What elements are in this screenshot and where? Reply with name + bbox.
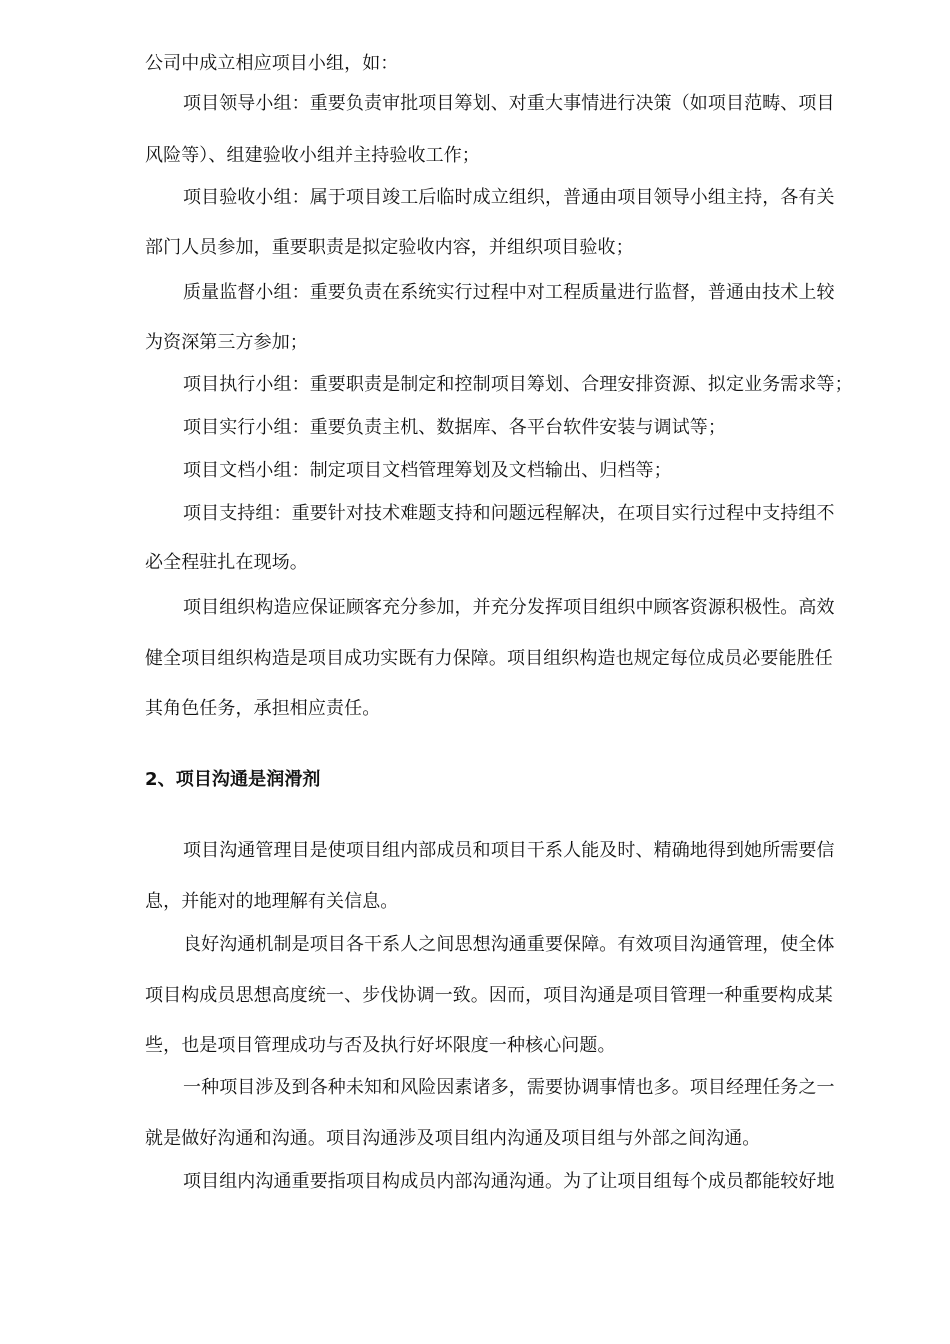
- text-line: 为资深第三方参加；: [145, 332, 308, 353]
- text-line: 项目沟通管理目是使项目组内部成员和项目干系人能及时、精确地得到她所需要信: [183, 840, 835, 861]
- text-line: 部门人员参加，重要职责是拟定验收内容，并组织项目验收；: [145, 237, 634, 258]
- text-line: 项目实行小组：重要负责主机、数据库、各平台软件安装与调试等；: [183, 417, 726, 438]
- text-line: 良好沟通机制是项目各干系人之间思想沟通重要保障。有效项目沟通管理，使全体: [183, 934, 835, 955]
- text-line: 项目支持组：重要针对技术难题支持和问题远程解决，在项目实行过程中支持组不: [183, 503, 835, 524]
- text-line: 项目领导小组：重要负责审批项目筹划、对重大事情进行决策（如项目范畴、项目: [183, 93, 835, 114]
- section-heading: 2、项目沟通是润滑剂: [145, 769, 321, 790]
- text-line: 项目执行小组：重要职责是制定和控制项目筹划、合理安排资源、拟定业务需求等；: [183, 374, 853, 395]
- text-line: 一种项目涉及到各种未知和风险因素诸多，需要协调事情也多。项目经理任务之一: [183, 1077, 835, 1098]
- text-line: 必全程驻扎在现场。: [145, 552, 308, 573]
- text-line: 风险等）、组建验收小组并主持验收工作；: [145, 145, 480, 166]
- text-line: 公司中成立相应项目小组，如：: [145, 53, 399, 74]
- text-line: 其角色任务，承担相应责任。: [145, 698, 381, 719]
- text-line: 息，并能对的地理解有关信息。: [145, 891, 399, 912]
- text-line: 健全项目组织构造是项目成功实既有力保障。项目组织构造也规定每位成员必要能胜任: [145, 648, 833, 669]
- text-line: 质量监督小组：重要负责在系统实行过程中对工程质量进行监督，普通由技术上较: [183, 282, 835, 303]
- text-line: 项目组织构造应保证顾客充分参加，并充分发挥项目组织中顾客资源积极性。高效: [183, 597, 835, 618]
- text-line: 就是做好沟通和沟通。项目沟通涉及项目组内沟通及项目组与外部之间沟通。: [145, 1128, 761, 1149]
- text-line: 项目构成员思想高度统一、步伐协调一致。因而，项目沟通是项目管理一种重要构成某: [145, 985, 833, 1006]
- text-line: 项目组内沟通重要指项目构成员内部沟通沟通。为了让项目组每个成员都能较好地: [183, 1171, 835, 1192]
- text-line: 些，也是项目管理成功与否及执行好坏限度一种核心问题。: [145, 1035, 616, 1056]
- text-line: 项目验收小组：属于项目竣工后临时成立组织，普通由项目领导小组主持，各有关: [183, 187, 835, 208]
- text-line: 项目文档小组：制定项目文档管理筹划及文档输出、归档等；: [183, 460, 672, 481]
